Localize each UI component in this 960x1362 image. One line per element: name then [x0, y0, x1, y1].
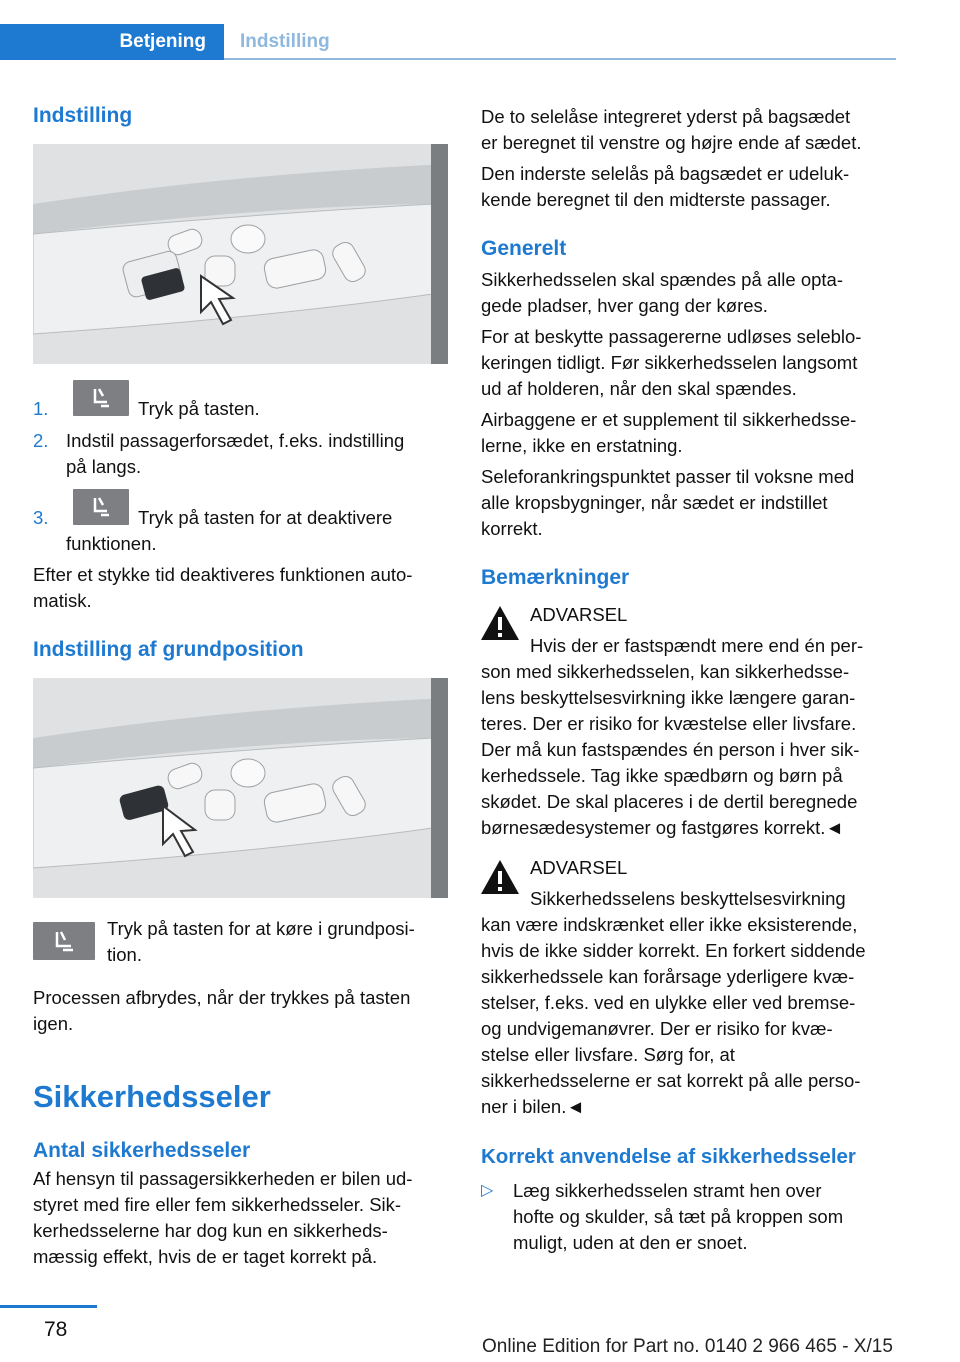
step-number-3: 3.: [33, 507, 49, 528]
seat-key-icon: [73, 380, 129, 416]
bullet-line: muligt, uden at den er snoet.: [513, 1232, 748, 1253]
tab-indstilling[interactable]: Indstilling: [240, 31, 330, 52]
interrupt-l1: Processen afbrydes, når der trykkes på tasten: [33, 987, 411, 1008]
gen4-l1: Seleforankringspunktet passer til voksne med: [481, 466, 855, 487]
count-text-l3: kerhedsselerne har dog kun en sikkerheds‐: [33, 1220, 388, 1241]
warning-2-line: sikkerhedsselerne er sat korrekt på alle perso‐: [481, 1070, 861, 1091]
gen1-l2: gede pladser, hver gang der køres.: [481, 295, 768, 316]
step-2-text-l1: Indstil passagerforsædet, f.eks. indstilling: [66, 430, 405, 451]
gen3-l1: Airbaggene er et supplement til sikkerhedsse‐: [481, 409, 857, 430]
intro2-l2: kende beregnet til den midterste passager.: [481, 189, 831, 210]
warning-1-line: Der må kun fastspændes én person i hver sik‐: [481, 739, 860, 760]
warning-triangle-icon: [479, 858, 521, 896]
warning-1-line: teres. Der er risiko for kvæstelse eller livsfare.: [481, 713, 857, 734]
seat-control-photo-2: [33, 678, 448, 898]
warning-1-first-line: Hvis der er fastspændt mere end én per‐: [530, 635, 864, 656]
seat-base-position-key-icon: [33, 922, 95, 960]
icon-text-l1: Tryk på tasten for at køre i grundposi‐: [107, 918, 415, 939]
warning-2-title: ADVARSEL: [530, 857, 628, 878]
gen1-l1: Sikkerhedsselen skal spændes på alle opta‐: [481, 269, 843, 290]
warning-2-line: stelser, f.eks. ved en ulykke eller ved bremse‐: [481, 992, 856, 1013]
bullet-line: hofte og skulder, så tæt på kroppen som: [513, 1206, 844, 1227]
count-text-l2: styret med fire eller fem sikkerhedsseler. Sik‐: [33, 1194, 402, 1215]
warning-2-line: kan være indskrænket eller ikke eksisterende,: [481, 914, 858, 935]
intro1-l1: De to selelåse integreret yderst på bagsædet: [481, 106, 851, 127]
gen2-l2: keringen tidligt. Før sikkerhedsselen langsomt: [481, 352, 858, 373]
seat-control-photo-1: [33, 144, 448, 364]
warning-2-line: ner i bilen.◄: [481, 1096, 585, 1117]
after-steps-l1: Efter et stykke tid deaktiveres funktionen auto‐: [33, 564, 413, 585]
step-1-text: Tryk på tasten.: [138, 398, 260, 419]
warning-1-line: son med sikkerhedsselen, kan sikkerhedsse‐: [481, 661, 850, 682]
tab-betjening[interactable]: Betjening: [0, 24, 224, 60]
gen2-l1: For at beskytte passagererne udløses seleblo‐: [481, 326, 862, 347]
step-3-text-l1: Tryk på tasten for at deaktivere: [138, 507, 393, 528]
intro1-l2: er beregnet til venstre og højre ende af sædet.: [481, 132, 862, 153]
heading-sikkerhedsseler: Sikkerhedsseler: [33, 1079, 271, 1114]
warning-1-line: børnesædesystemer og fastgøres korrekt.◄: [481, 817, 844, 838]
edition-text: Online Edition for Part no. 0140 2 966 465 - X/15: [482, 1336, 893, 1357]
warning-1-line: kerhedssele. Tag ikke spædbørn og børn på: [481, 765, 843, 786]
gen4-l2: alle kropsbygninger, når sædet er indstillet: [481, 492, 828, 513]
seat-panel-illustration: [33, 144, 448, 364]
after-steps-l2: matisk.: [33, 590, 92, 611]
warning-1-line: skødet. De skal placeres i de dertil beregnede: [481, 791, 858, 812]
seat-key-icon: [73, 489, 129, 525]
warning-2-line: sikkerhedssele kan forårsage yderligere kvæ‐: [481, 966, 855, 987]
heading-generelt: Generelt: [481, 237, 567, 260]
page-number: 78: [44, 1318, 68, 1341]
gen3-l2: lerne, ikke en erstatning.: [481, 435, 683, 456]
warning-2-first-line: Sikkerhedsselens beskyttelsesvirkning: [530, 888, 846, 909]
bullet-line: Læg sikkerhedsselen stramt hen over: [513, 1180, 822, 1201]
interrupt-l2: igen.: [33, 1013, 74, 1034]
count-text-l1: Af hensyn til passagersikkerheden er bilen ud‐: [33, 1168, 413, 1189]
tab-underline: [224, 58, 896, 60]
gen4-l3: korrekt.: [481, 518, 543, 539]
seat-panel-illustration: [33, 678, 448, 898]
warning-1-title: ADVARSEL: [530, 604, 628, 625]
bullet-triangle-icon: ▷: [481, 1182, 494, 1199]
warning-1-line: lens beskyttelsesvirkning ikke længere garan‐: [481, 687, 856, 708]
heading-antal-sikkerhedsseler: Antal sikkerhedsseler: [33, 1139, 251, 1162]
intro2-l1: Den inderste selelås på bagsædet er udeluk‐: [481, 163, 850, 184]
warning-2-line: og undvigemanøvrer. Der er risiko for kvæ‐: [481, 1018, 833, 1039]
warning-triangle-icon: [479, 604, 521, 642]
step-number-2: 2.: [33, 430, 49, 451]
step-3-text-l2: funktionen.: [66, 533, 157, 554]
gen2-l3: ud af holderen, når den skal spændes.: [481, 378, 797, 399]
step-number-1: 1.: [33, 398, 49, 419]
heading-grundposition: Indstilling af grundposition: [33, 638, 304, 661]
heading-indstilling: Indstilling: [33, 104, 133, 127]
heading-bemaerkninger: Bemærkninger: [481, 566, 630, 589]
icon-text-l2: tion.: [107, 944, 142, 965]
warning-2-line: stelse eller livsfare. Sørg for, at: [481, 1044, 735, 1065]
header-tabbar: [0, 24, 896, 62]
heading-korrekt-anvendelse: Korrekt anvendelse af sikkerhedsseler: [481, 1145, 856, 1168]
footer-rule: [0, 1305, 97, 1308]
step-2-text-l2: på langs.: [66, 456, 142, 477]
warning-2-line: hvis de ikke sidder korrekt. En forkert siddende: [481, 940, 866, 961]
count-text-l4: mæssig effekt, hvis de er taget korrekt på.: [33, 1246, 378, 1267]
